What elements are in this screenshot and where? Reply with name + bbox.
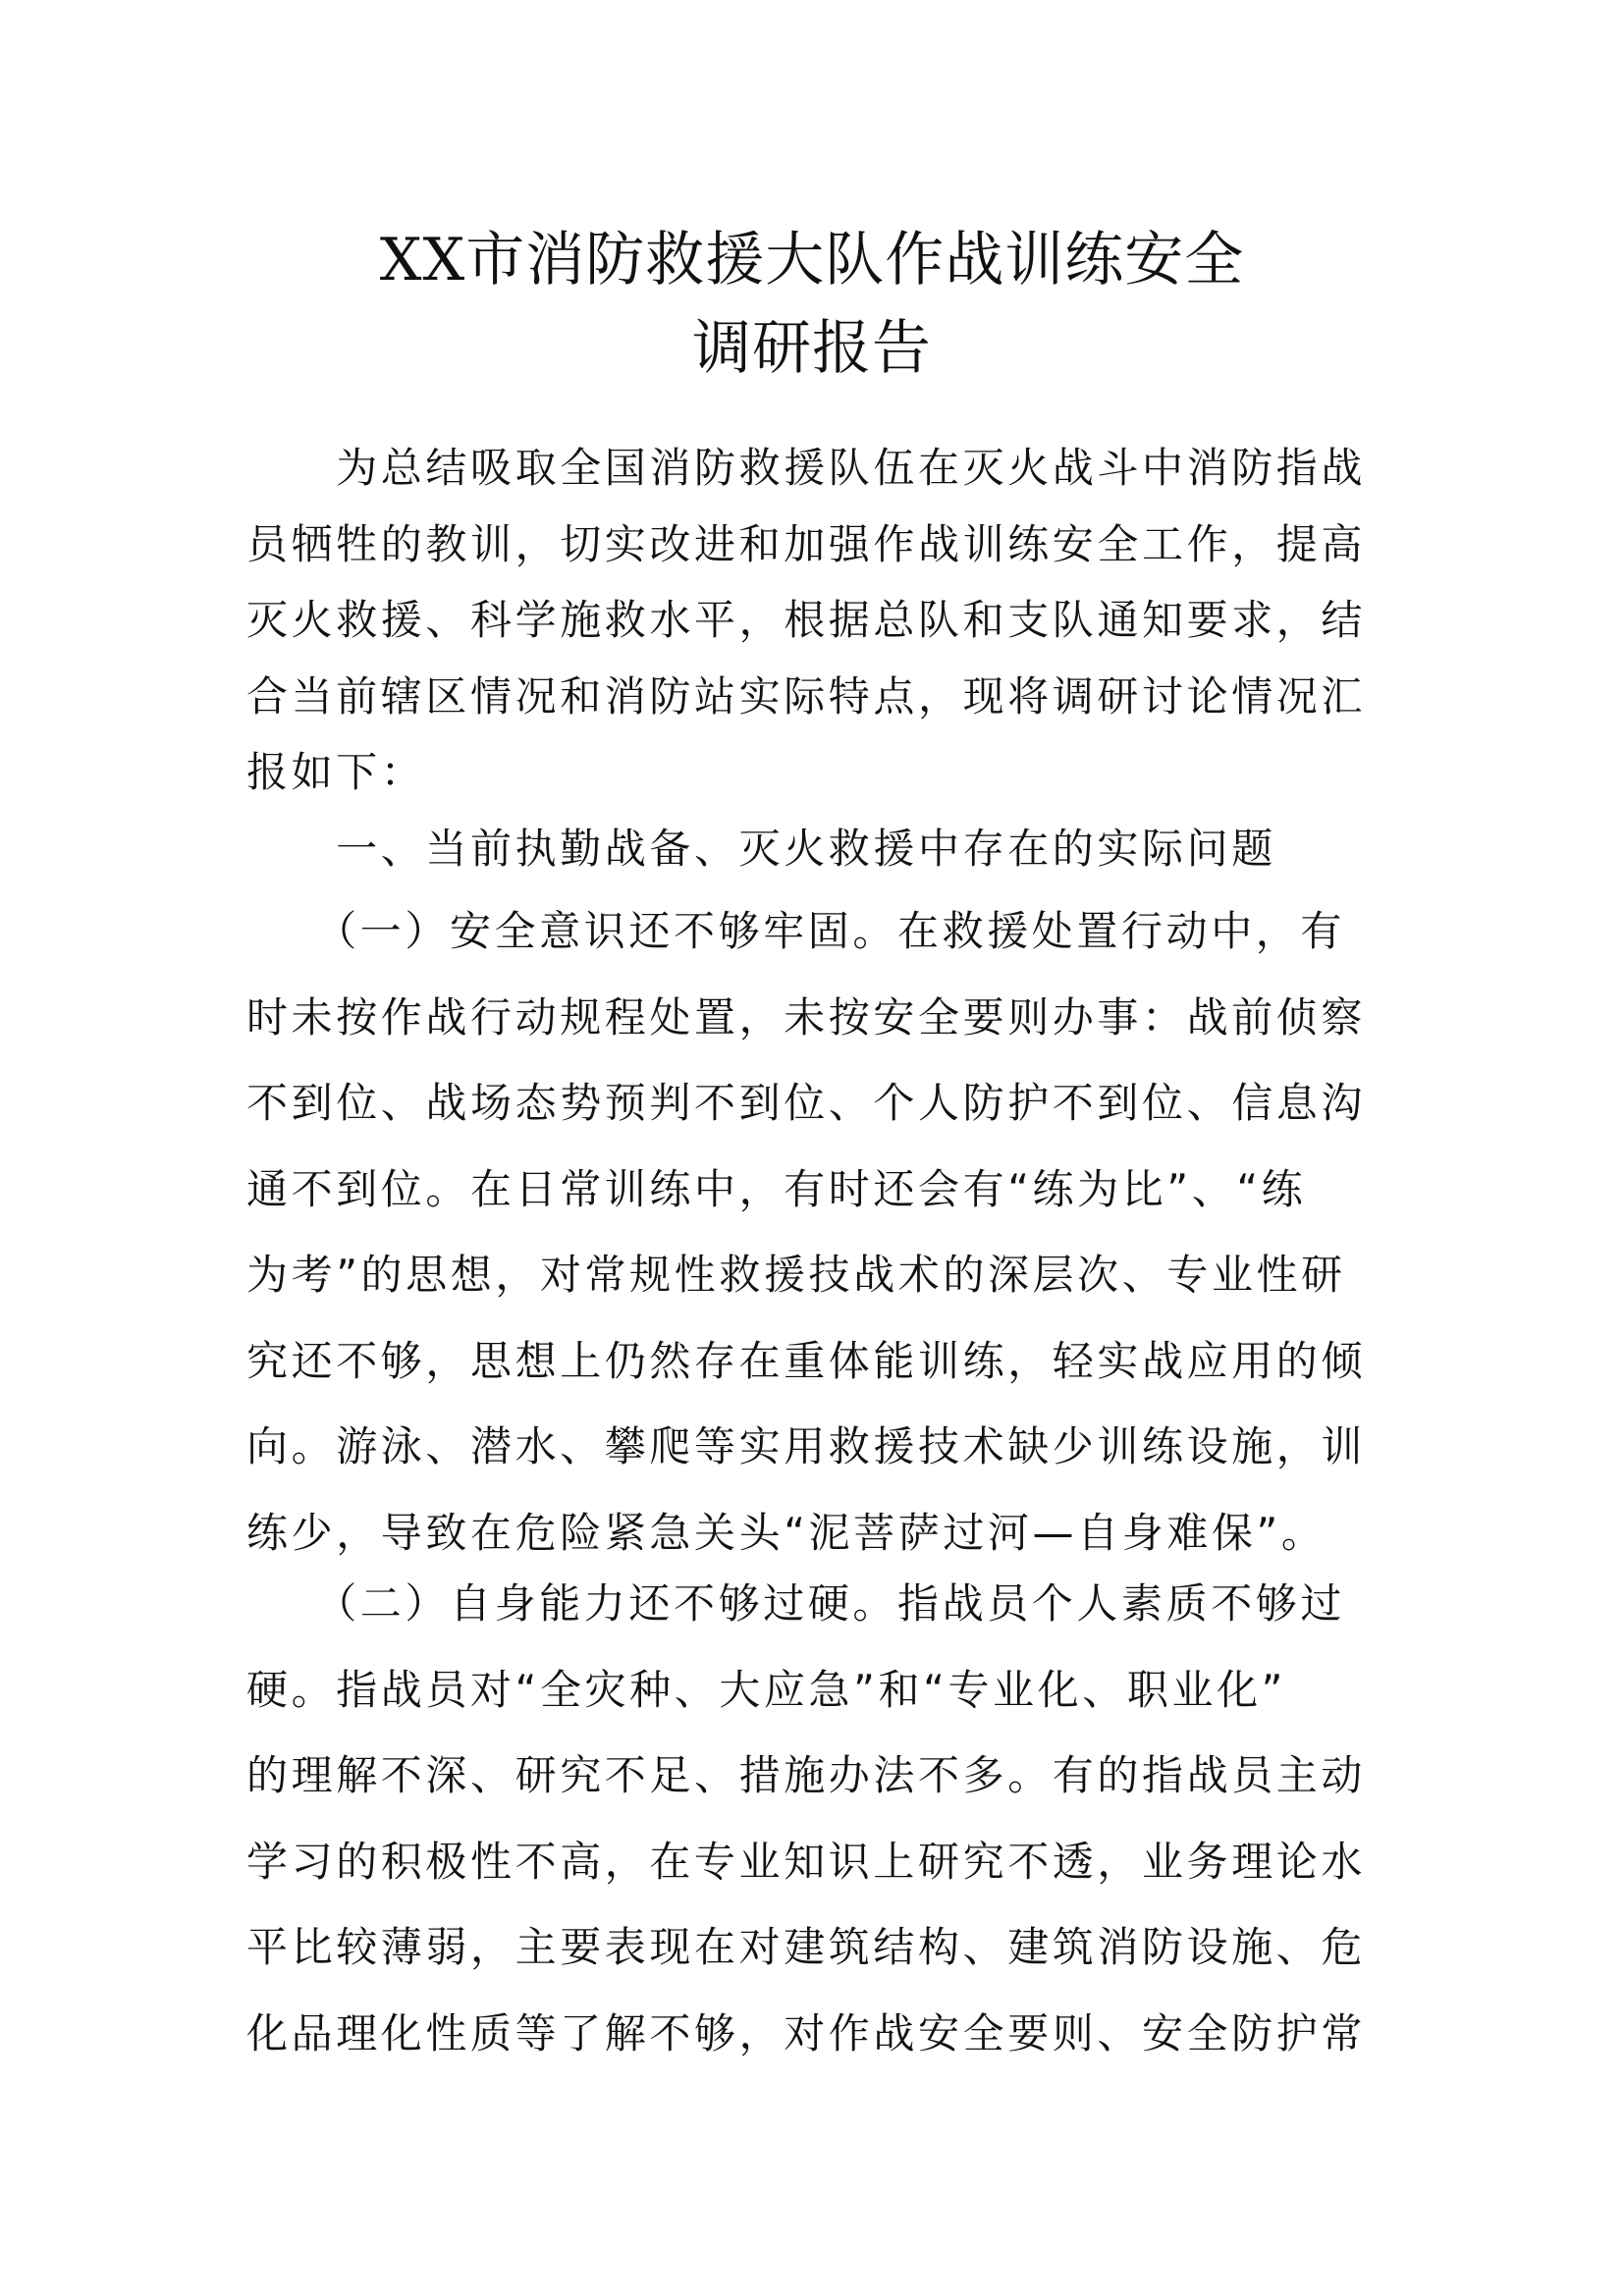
document-title-line-2: 调研报告 <box>692 314 932 383</box>
item-2-paragraph <box>246 1561 1389 2076</box>
item-1-paragraph <box>246 888 1389 1575</box>
paragraph-line: 究还不够，思想上仍然存在重体能训练，轻实战应用的倾 <box>246 1336 1367 1385</box>
paragraph-line: 员牺牲的教训，切实改进和加强作战训练安全工作，提高 <box>246 519 1367 568</box>
paragraph-line: 通不到位。在日常训练中，有时还会有“练为比”、“练 <box>246 1164 1307 1213</box>
paragraph-line: 化品理化性质等了解不够，对作战安全要则、安全防护常 <box>246 2008 1367 2057</box>
document-title-line-1: XX市消防救援大队作战训练安全 <box>379 226 1245 294</box>
paragraph-line: 为总结吸取全国消防救援队伍在灭火战斗中消防指战 <box>246 444 1367 492</box>
paragraph-line: 报如下： <box>246 748 426 796</box>
paragraph-line: （二）自身能力还不够过硬。指战员个人素质不够过 <box>246 1579 1346 1628</box>
paragraph-line: 为考”的思想，对常规性救援技战术的深层次、专业性研 <box>246 1251 1346 1299</box>
paragraph-line: 硬。指战员对“全灾种、大应急”和“专业化、职业化” <box>246 1665 1287 1714</box>
intro-paragraph <box>246 430 1389 811</box>
paragraph-line: 时未按作战行动规程处置，未按安全要则办事：战前侦察 <box>246 992 1367 1041</box>
paragraph-line: 平比较薄弱，主要表现在对建筑结构、建筑消防设施、危 <box>246 1923 1367 1971</box>
paragraph-line: 合当前辖区情况和消防站实际特点，现将调研讨论情况汇 <box>246 671 1367 721</box>
paragraph-line: 向。游泳、潜水、攀爬等实用救援技术缺少训练设施，训 <box>246 1422 1367 1470</box>
section-heading: 一、当前执勤战备、灭火救援中存在的实际问题 <box>246 825 1276 873</box>
paragraph-line: 练少，导致在危险紧急关头“泥菩萨过河—自身难保”。 <box>246 1508 1326 1557</box>
paragraph-line: 不到位、战场态势预判不到位、个人防护不到位、信息沟 <box>246 1079 1367 1127</box>
paragraph-line: （一）安全意识还不够牢固。在救援处置行动中，有 <box>246 907 1346 955</box>
paragraph-line: 灭火救援、科学施救水平，根据总队和支队通知要求，结 <box>246 596 1367 644</box>
paragraph-line: 学习的积极性不高，在专业知识上研究不透，业务理论水 <box>246 1837 1367 1886</box>
paragraph-line: 的理解不深、研究不足、措施办法不多。有的指战员主动 <box>246 1751 1367 1799</box>
